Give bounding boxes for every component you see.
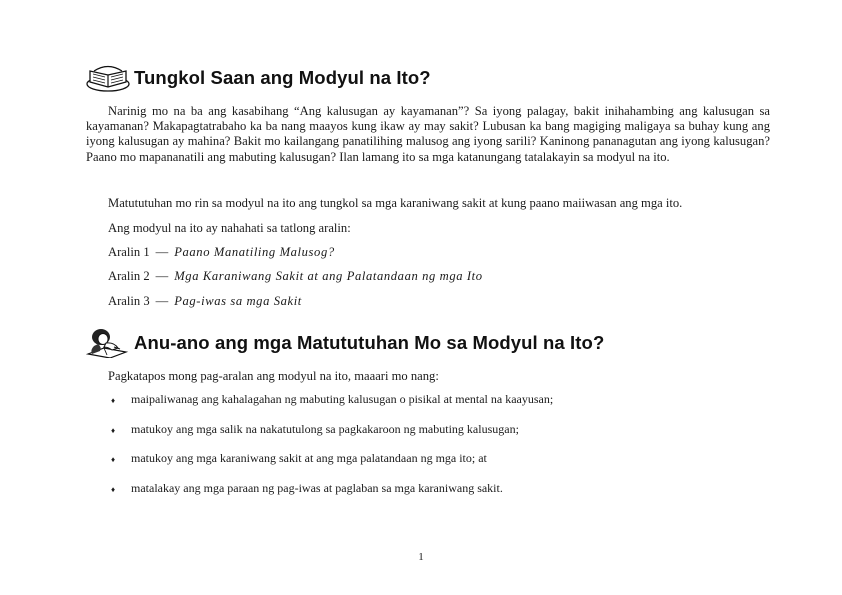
list-item-text: matukoy ang mga karaniwang sakit at ang mga palatandaan ng mga ito; at bbox=[131, 451, 487, 465]
list-item bbox=[111, 392, 553, 422]
list-item bbox=[111, 422, 553, 452]
lesson-title: Mga Karaniwang Sakit at ang Palatandaan ng mga Ito bbox=[174, 269, 483, 283]
lesson-item-1 bbox=[108, 245, 335, 260]
list-item-text: matukoy ang mga salik na nakatutulong sa pagkakaroon ng mabuting kalusugan; bbox=[131, 421, 519, 436]
list-item-text: matalakay ang mga paraan ng pag-iwas at paglaban sa mga karaniwang sakit. bbox=[131, 480, 503, 495]
lesson-dash: — bbox=[155, 269, 169, 283]
section-heading-about bbox=[86, 63, 431, 93]
page-number: 1 bbox=[418, 551, 424, 563]
lesson-title: Paano Manatiling Malusog? bbox=[174, 245, 335, 259]
lessons-intro: Ang modyul na ito ay nahahati sa tatlong aralin: bbox=[108, 221, 351, 235]
book-icon bbox=[86, 63, 130, 93]
section-heading-objectives bbox=[86, 328, 604, 358]
section-title-objectives: Anu-ano ang mga Matututuhan Mo sa Modyul na Ito? bbox=[134, 332, 605, 353]
lesson-label: Aralin 3 bbox=[108, 294, 150, 308]
topics-paragraph: Matututuhan mo rin sa modyul na ito ang tungkol sa mga karaniwang sakit at kung paano maiiwasan ang mga ito. bbox=[108, 196, 683, 210]
lesson-dash: — bbox=[155, 294, 169, 308]
bullet-diamond-icon: ♦ bbox=[111, 425, 116, 435]
list-item-text: maipaliwanag ang kahalagahan ng mabuting kalusugan o pisikal at mental na kaayusan; bbox=[131, 392, 554, 406]
objectives-lead: Pagkatapos mong pag-aralan ang modyul na ito, maaari mo nang: bbox=[108, 369, 439, 383]
objectives-list bbox=[111, 392, 553, 510]
lesson-item-2 bbox=[108, 269, 483, 284]
student-reading-icon bbox=[86, 328, 130, 358]
lesson-title: Pag-iwas sa mga Sakit bbox=[174, 294, 302, 308]
bullet-diamond-icon: ♦ bbox=[111, 455, 116, 464]
lesson-dash: — bbox=[155, 245, 169, 259]
lesson-label: Aralin 1 bbox=[108, 245, 150, 259]
section-title-about: Tungkol Saan ang Modyul na Ito? bbox=[134, 67, 431, 88]
intro-paragraph: Narinig mo na ba ang kasabihang “Ang kalusugan ay kayamanan”? Sa iyong palagay, bakit inihahambing ang kalusugan sa kayamanan? Makapagtatrabaho ka ba nang maayos kung ikaw ay may sakit? Lubusan ka bang magiging maligaya sa buhay kung ang iyong kalusugan ay mahina? Bakit mo kailangang panatilihing malusog ang iyong sarili? Kaninong pananagutan ang iyong kalusugan? Paano mo mapananatili ang mabuting kalusugan? Ilan lamang ito sa mga katanungang tatalakayin sa modyul na ito. bbox=[86, 104, 770, 164]
list-item bbox=[111, 481, 553, 511]
bullet-diamond-icon: ♦ bbox=[111, 484, 116, 494]
lesson-label: Aralin 2 bbox=[108, 269, 150, 283]
bullet-diamond-icon: ♦ bbox=[111, 396, 116, 405]
lesson-item-3 bbox=[108, 294, 302, 309]
list-item bbox=[111, 451, 553, 481]
